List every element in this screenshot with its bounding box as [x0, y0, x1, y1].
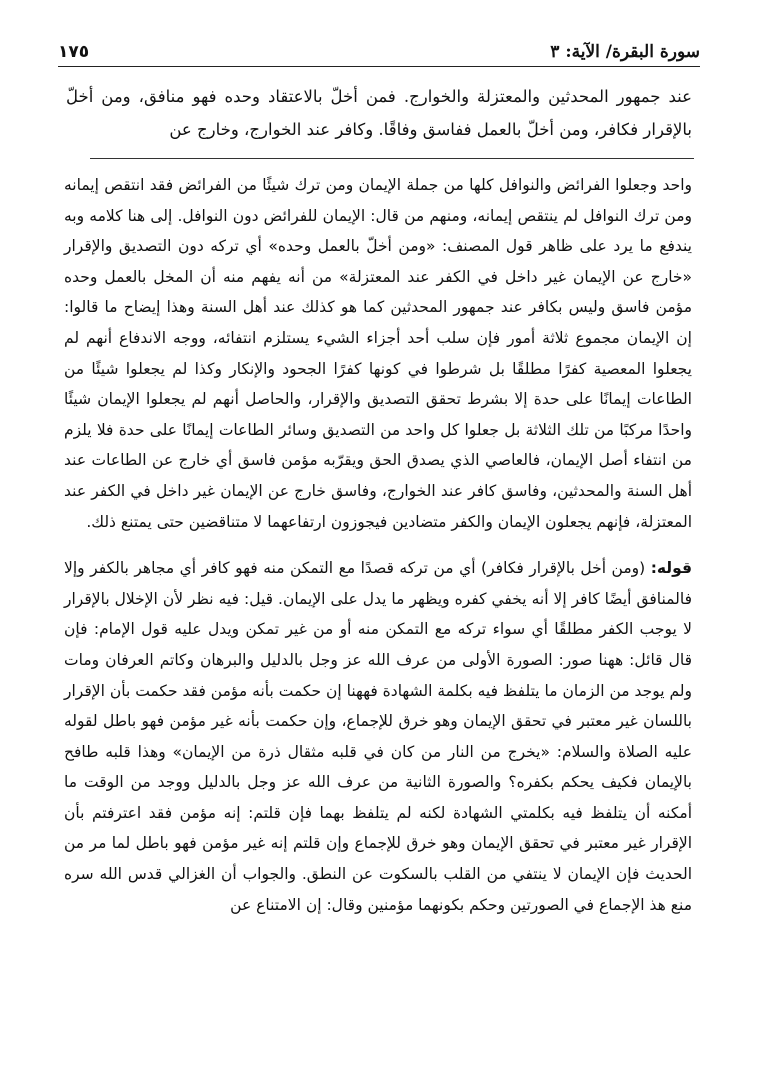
commentary-paragraph-2-body: (ومن أخل بالإقرار فكافر) أي من تركه قصدًا مع التمكن منه فهو كافر أي مجاهر بالكفر وإلا فالمنافق أيضًا كافر إلا أنه يخفي كفره ويظهر ما يدل على الإيمان. قيل: فيه نظر لأن الإخلال بالإقرار لا يوجب الكفر مطلقًا أي سواء تركه مع التمكن منه أو من غير تمكن ويدل عليه قول الإمام: فإن قال قائل: ههنا صور: الصورة الأولى من عرف الله عز وجل بالدليل والبرهان وكاتم العرفان ومات ولم يوجد من الزمان ما يتلفظ فيه بكلمة الشهادة فههنا إن حكمت بأنه مؤمن فقد حكمت بأن الإقرار باللسان غير معتبر في تحقق الإيمان وهو خرق للإجماع، وإن حكمت بأنه غير مؤمن فهو باطل لقوله عليه الصلاة والسلام: «يخرج من النار من كان في قلبه مثقال ذرة من الإيمان» وهذا قلبه طافح بالإيمان فكيف يحكم بكفره؟ والصورة الثانية من عرف الله عز وجل بالدليل ووجد من الوقت ما أمكنه أن يتلفظ فيه بكلمتي الشهادة لكنه لم يتلفظ بهما فإن قلتم: إنه مؤمن فقد اعترفتم بأن الإقرار غير معتبر في تحقق الإيمان وهو خرق للإجماع وإن قلتم إنه غير مؤمن فهو باطل لما مر من الحديث فإن الإيمان لا ينتفي من القلب بالسكوت عن النطق. والجواب أن الغزالي قدس الله سره منع هذ الإجماع في الصورتين وحكم بكونهما مؤمنين وقال: إن الامتناع عن: [64, 559, 692, 914]
running-title: سورة البقرة/ الآية: ٣: [550, 42, 700, 62]
matn-paragraph: عند جمهور المحدثين والمعتزلة والخوارج. فمن أخلّ بالاعتقاد وحده فهو منافق، ومن أخلّ بالإقرار فكافر، ومن أخلّ بالعمل ففاسق وفاقًا. وكافر عند الخوارج، وخارج عن: [66, 87, 692, 139]
qawluhu-term: قوله:: [650, 559, 692, 578]
commentary-paragraph-2: [64, 553, 692, 920]
commentary-paragraph-1: واحد وجعلوا الفرائض والنوافل كلها من جملة الإيمان ومن ترك شيئًا من الفرائض فقد انتقص إيمانه ومن ترك النوافل لم ينتقص إيمانه، ومنهم من قال: الإيمان للفرائض دون النوافل. إلى هنا كلامه وبه يندفع ما يرد على ظاهر قول المصنف: «ومن أخلّ بالعمل وحده» أي تركه دون التصديق والإقرار «خارج عن الإيمان غير داخل في الكفر عند المعتزلة» من أنه يفهم منه أن المخل بالعمل وحده مؤمن فاسق وليس بكافر عند جمهور المحدثين كما هو كذلك عند أهل السنة وهذا إيضاح ما قالوا: إن الإيمان مجموع ثلاثة أمور فإن سلب أحد أجزاء الشيء يستلزم انتفائه، ووجه الاندفاع أنهم لم يجعلوا المعصية كفرًا مطلقًا بل شرطوا في كونها كفرًا الجحود والإنكار وكذا لم يجعلوا شيئًا من الطاعات إيمانًا على حدة إلا بشرط تحقق التصديق والإقرار، والحاصل أنهم لم يجعلوا الإيمان شيئًا واحدًا مركبًا من تلك الثلاثة بل جعلوا كل واحد من التصديق وسائر الطاعات إيمانًا على حدة فلا يلزم من انتفاء أصل الإيمان، فالعاصي الذي يصدق الحق ويقرّبه مؤمن فاسق أي خارج عن الطاعات عند أهل السنة والمحدثين، وفاسق كافر عند الخوارج، وفاسق خارج عن الإيمان غير داخل في الكفر عند المعتزلة، فإنهم يجعلون الإيمان والكفر متضادين فيجوزون ارتفاعهما لا متناقضين حتى يمتنع ذلك.: [64, 176, 692, 531]
matn-text: [66, 80, 692, 146]
commentary-text: [64, 170, 692, 920]
page-number: ١٧٥: [58, 42, 90, 62]
page-header: [58, 32, 700, 67]
divider-line: [90, 158, 694, 159]
